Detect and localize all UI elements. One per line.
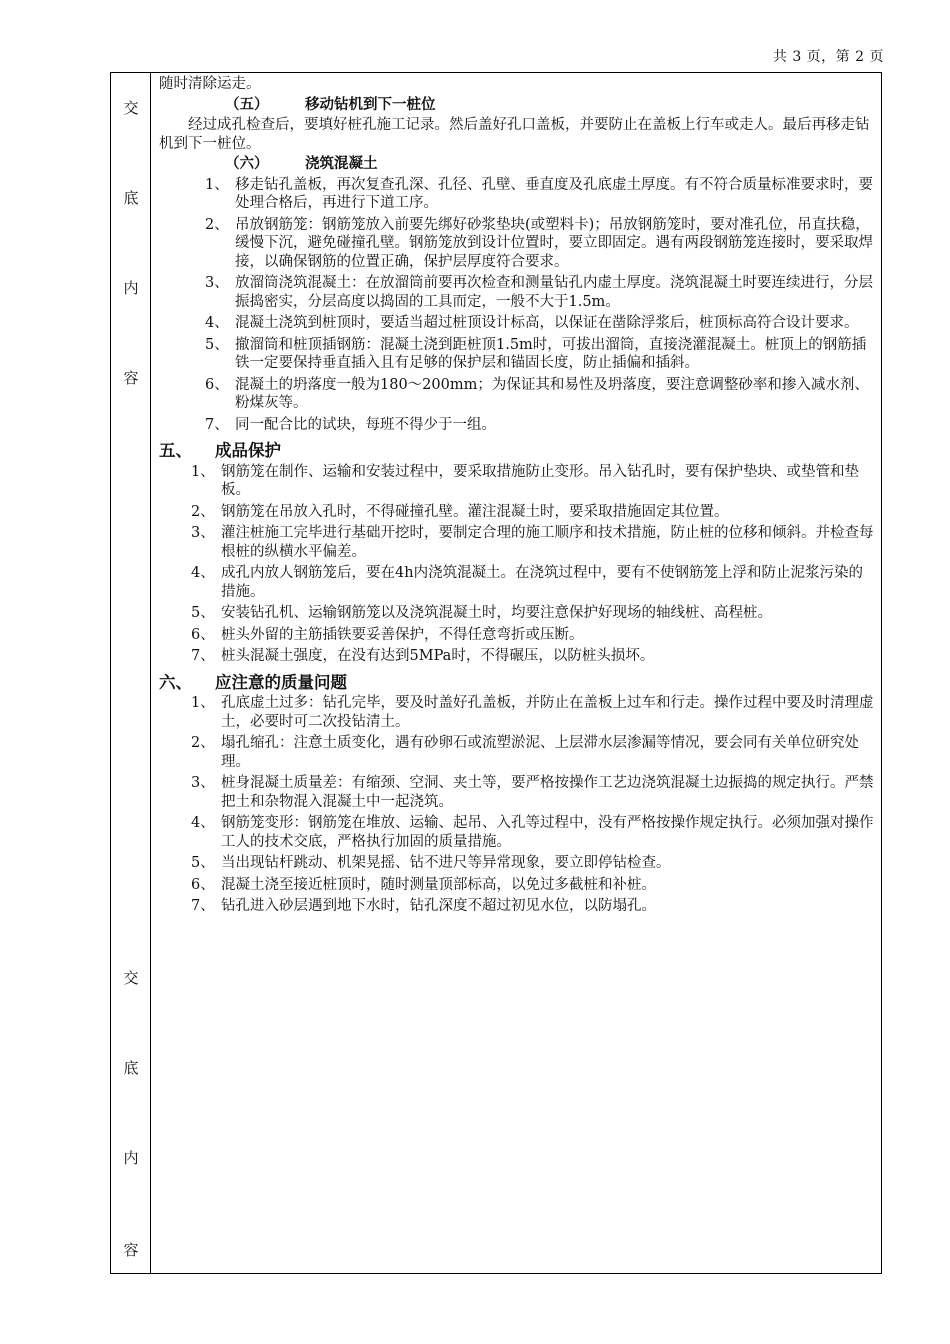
side-label-char: 容	[123, 369, 139, 387]
item-number: 5、	[191, 605, 215, 621]
item-text: 钢筋笼在制作、运输和安装过程中，要采取措施防止变形。吊入钻孔时，要有保护垫块、或垫管和垫板。	[221, 463, 859, 498]
section-title	[159, 442, 877, 461]
item-text: 钢筋笼在吊放入孔时，不得碰撞孔壁。灌注混凝土时，要采取措施固定其位置。	[221, 503, 729, 520]
subsection-number: （五）	[225, 95, 269, 113]
item-text: 撤溜筒和桩顶插钢筋：混凝土浇到距桩顶1.5m时，可拔出溜筒，直接浇灌混凝土。桩顶上的钢筋插铁一定要保持垂直插入且有足够的保护层和锚固长度，防止插偏和插斜。	[235, 336, 867, 371]
paragraph: 经过成孔检查后，要填好桩孔施工记录。然后盖好孔口盖板，并要防止在盖板上行车或走人。最后再移走钻机到下一桩位。	[159, 117, 870, 152]
item-number: 7、	[205, 416, 229, 433]
list-item	[159, 314, 877, 333]
item-text: 混凝土的坍落度一般为180～200mm；为保证其和易性及坍落度，要注意调整砂率和掺入减水剂、粉煤灰等。	[235, 376, 869, 411]
side-label-char: 底	[123, 189, 139, 207]
item-number: 1、	[191, 695, 215, 711]
item-text: 桩头混凝土强度，在没有达到5MPa时，不得碾压，以防桩头损坏。	[221, 648, 655, 664]
list-item	[159, 216, 877, 272]
item-text: 塌孔缩孔：注意土质变化，遇有砂卵石或流塑淤泥、上层滞水层渗漏等情况，要会同有关单位研究处理。	[221, 735, 859, 770]
section-number: 六、	[159, 672, 192, 692]
item-number: 1、	[205, 176, 229, 193]
item-number: 5、	[205, 336, 229, 353]
list-item	[159, 626, 877, 645]
item-text: 孔底虚土过多：钻孔完毕，要及时盖好孔盖板，并防止在盖板上过车和行走。操作过程中要及时清理虚土，必要时可二次投钻清土。	[221, 695, 874, 730]
list-item	[159, 416, 877, 435]
section-title	[159, 674, 877, 693]
list-item	[159, 463, 877, 500]
list-item	[159, 524, 877, 561]
item-number: 4、	[191, 565, 215, 581]
list-item	[159, 647, 877, 666]
item-number: 2、	[191, 735, 215, 751]
list-item	[159, 814, 877, 851]
item-number: 7、	[191, 898, 215, 914]
item-number: 7、	[191, 648, 215, 664]
list-item	[159, 336, 877, 373]
list-item	[159, 774, 877, 811]
item-number: 6、	[191, 626, 215, 643]
section-heading: 成品保护	[215, 441, 281, 460]
item-text: 成孔内放人钢筋笼后，要在4h内浇筑混凝土。在浇筑过程中，要有不使钢筋笼上浮和防止泥浆污染的措施。	[221, 565, 864, 600]
intro-text: 随时清除运走。	[159, 76, 261, 92]
list-item	[159, 876, 877, 895]
item-number: 3、	[191, 775, 215, 791]
page-number: 共 3 页，第 2 页	[772, 49, 884, 65]
side-label-char: 内	[123, 1149, 139, 1167]
section-number: 五、	[159, 441, 192, 460]
item-text: 移走钻孔盖板，再次复查孔深、孔径、孔壁、垂直度及孔底虚土厚度。有不符合质量标准要求时，要处理合格后，再进行下道工序。	[235, 176, 873, 211]
item-text: 混凝土浇至接近桩顶时，随时测量顶部标高，以免过多截桩和补桩。	[221, 876, 656, 893]
item-text: 桩头外留的主筋插铁要妥善保护，不得任意弯折或压断。	[221, 626, 584, 643]
disclosure-content	[159, 75, 877, 919]
item-text: 安装钻孔机、运输钢筋笼以及浇筑混凝土时，均要注意保护好现场的轴线桩、高程桩。	[221, 605, 772, 621]
list-item	[159, 854, 877, 873]
item-number: 4、	[205, 315, 229, 331]
list-item	[159, 604, 877, 623]
disclosure-table	[110, 72, 882, 1274]
item-number: 6、	[205, 376, 229, 393]
item-text: 混凝土浇筑到桩顶时，要适当超过桩顶设计标高，以保证在凿除浮浆后，桩顶标高符合设计要求。	[235, 315, 859, 331]
item-text: 灌注桩施工完毕进行基础开挖时，要制定合理的施工顺序和技术措施，防止桩的位移和倾斜。并检查每根桩的纵横水平偏差。	[221, 525, 874, 560]
subsection-heading: 移动钻机到下一桩位	[305, 95, 436, 113]
side-label-char: 容	[123, 1241, 139, 1259]
item-text: 当出现钻杆跳动、机架晃摇、钻不进尺等异常现象，要立即停钻检查。	[221, 855, 671, 871]
list-item	[159, 564, 877, 601]
item-text: 同一配合比的试块，每班不得少于一组。	[235, 416, 496, 433]
item-text: 钻孔进入砂层遇到地下水时，钻孔深度不超过初见水位，以防塌孔。	[221, 898, 656, 914]
subsection-title	[159, 155, 877, 174]
list-item	[159, 897, 877, 916]
list-item	[159, 274, 877, 311]
list-item	[159, 376, 877, 413]
list-item	[159, 694, 877, 731]
item-number: 4、	[191, 815, 215, 831]
item-number: 3、	[205, 275, 229, 291]
list-item	[159, 176, 877, 213]
subsection-number: （六）	[225, 155, 269, 172]
side-label-char: 交	[123, 99, 139, 117]
list-item	[159, 734, 877, 771]
side-label-column	[111, 73, 151, 1273]
item-text: 放溜筒浇筑混凝土：在放溜筒前要再次检查和测量钻孔内虚土厚度。浇筑混凝土时要连续进行，分层振捣密实，分层高度以捣固的工具而定，一般不大于1.5m。	[235, 275, 873, 310]
subsection-heading: 浇筑混凝土	[305, 155, 378, 172]
item-number: 3、	[191, 525, 215, 541]
item-number: 6、	[191, 876, 215, 893]
list-item	[159, 503, 877, 522]
item-number: 2、	[205, 216, 229, 233]
item-number: 1、	[191, 463, 215, 480]
side-label-char: 内	[123, 279, 139, 297]
item-text: 钢筋笼变形：钢筋笼在堆放、运输、起吊、入孔等过程中，没有严格按操作规定执行。必须加强对操作工人的技术交底，严格执行加固的质量措施。	[221, 815, 874, 850]
side-label-char: 交	[123, 969, 139, 987]
item-number: 5、	[191, 855, 215, 871]
subsection-title	[159, 96, 877, 115]
item-text: 吊放钢筋笼：钢筋笼放入前要先绑好砂浆垫块(或塑料卡)；吊放钢筋笼时，要对准孔位，吊直扶稳，缓慢下沉，避免碰撞孔壁。钢筋笼放到设计位置时，要立即固定。遇有两段钢筋笼连接时，要采取焊接，以确保钢筋的位置正确，保护层厚度符合要求。	[235, 216, 873, 270]
side-label-char: 底	[123, 1059, 139, 1077]
item-text: 桩身混凝土质量差：有缩颈、空洞、夹土等，要严格按操作工艺边浇筑混凝土边振捣的规定执行。严禁把土和杂物混入混凝土中一起浇筑。	[221, 775, 874, 810]
section-heading: 应注意的质量问题	[215, 672, 347, 692]
item-number: 2、	[191, 503, 215, 520]
